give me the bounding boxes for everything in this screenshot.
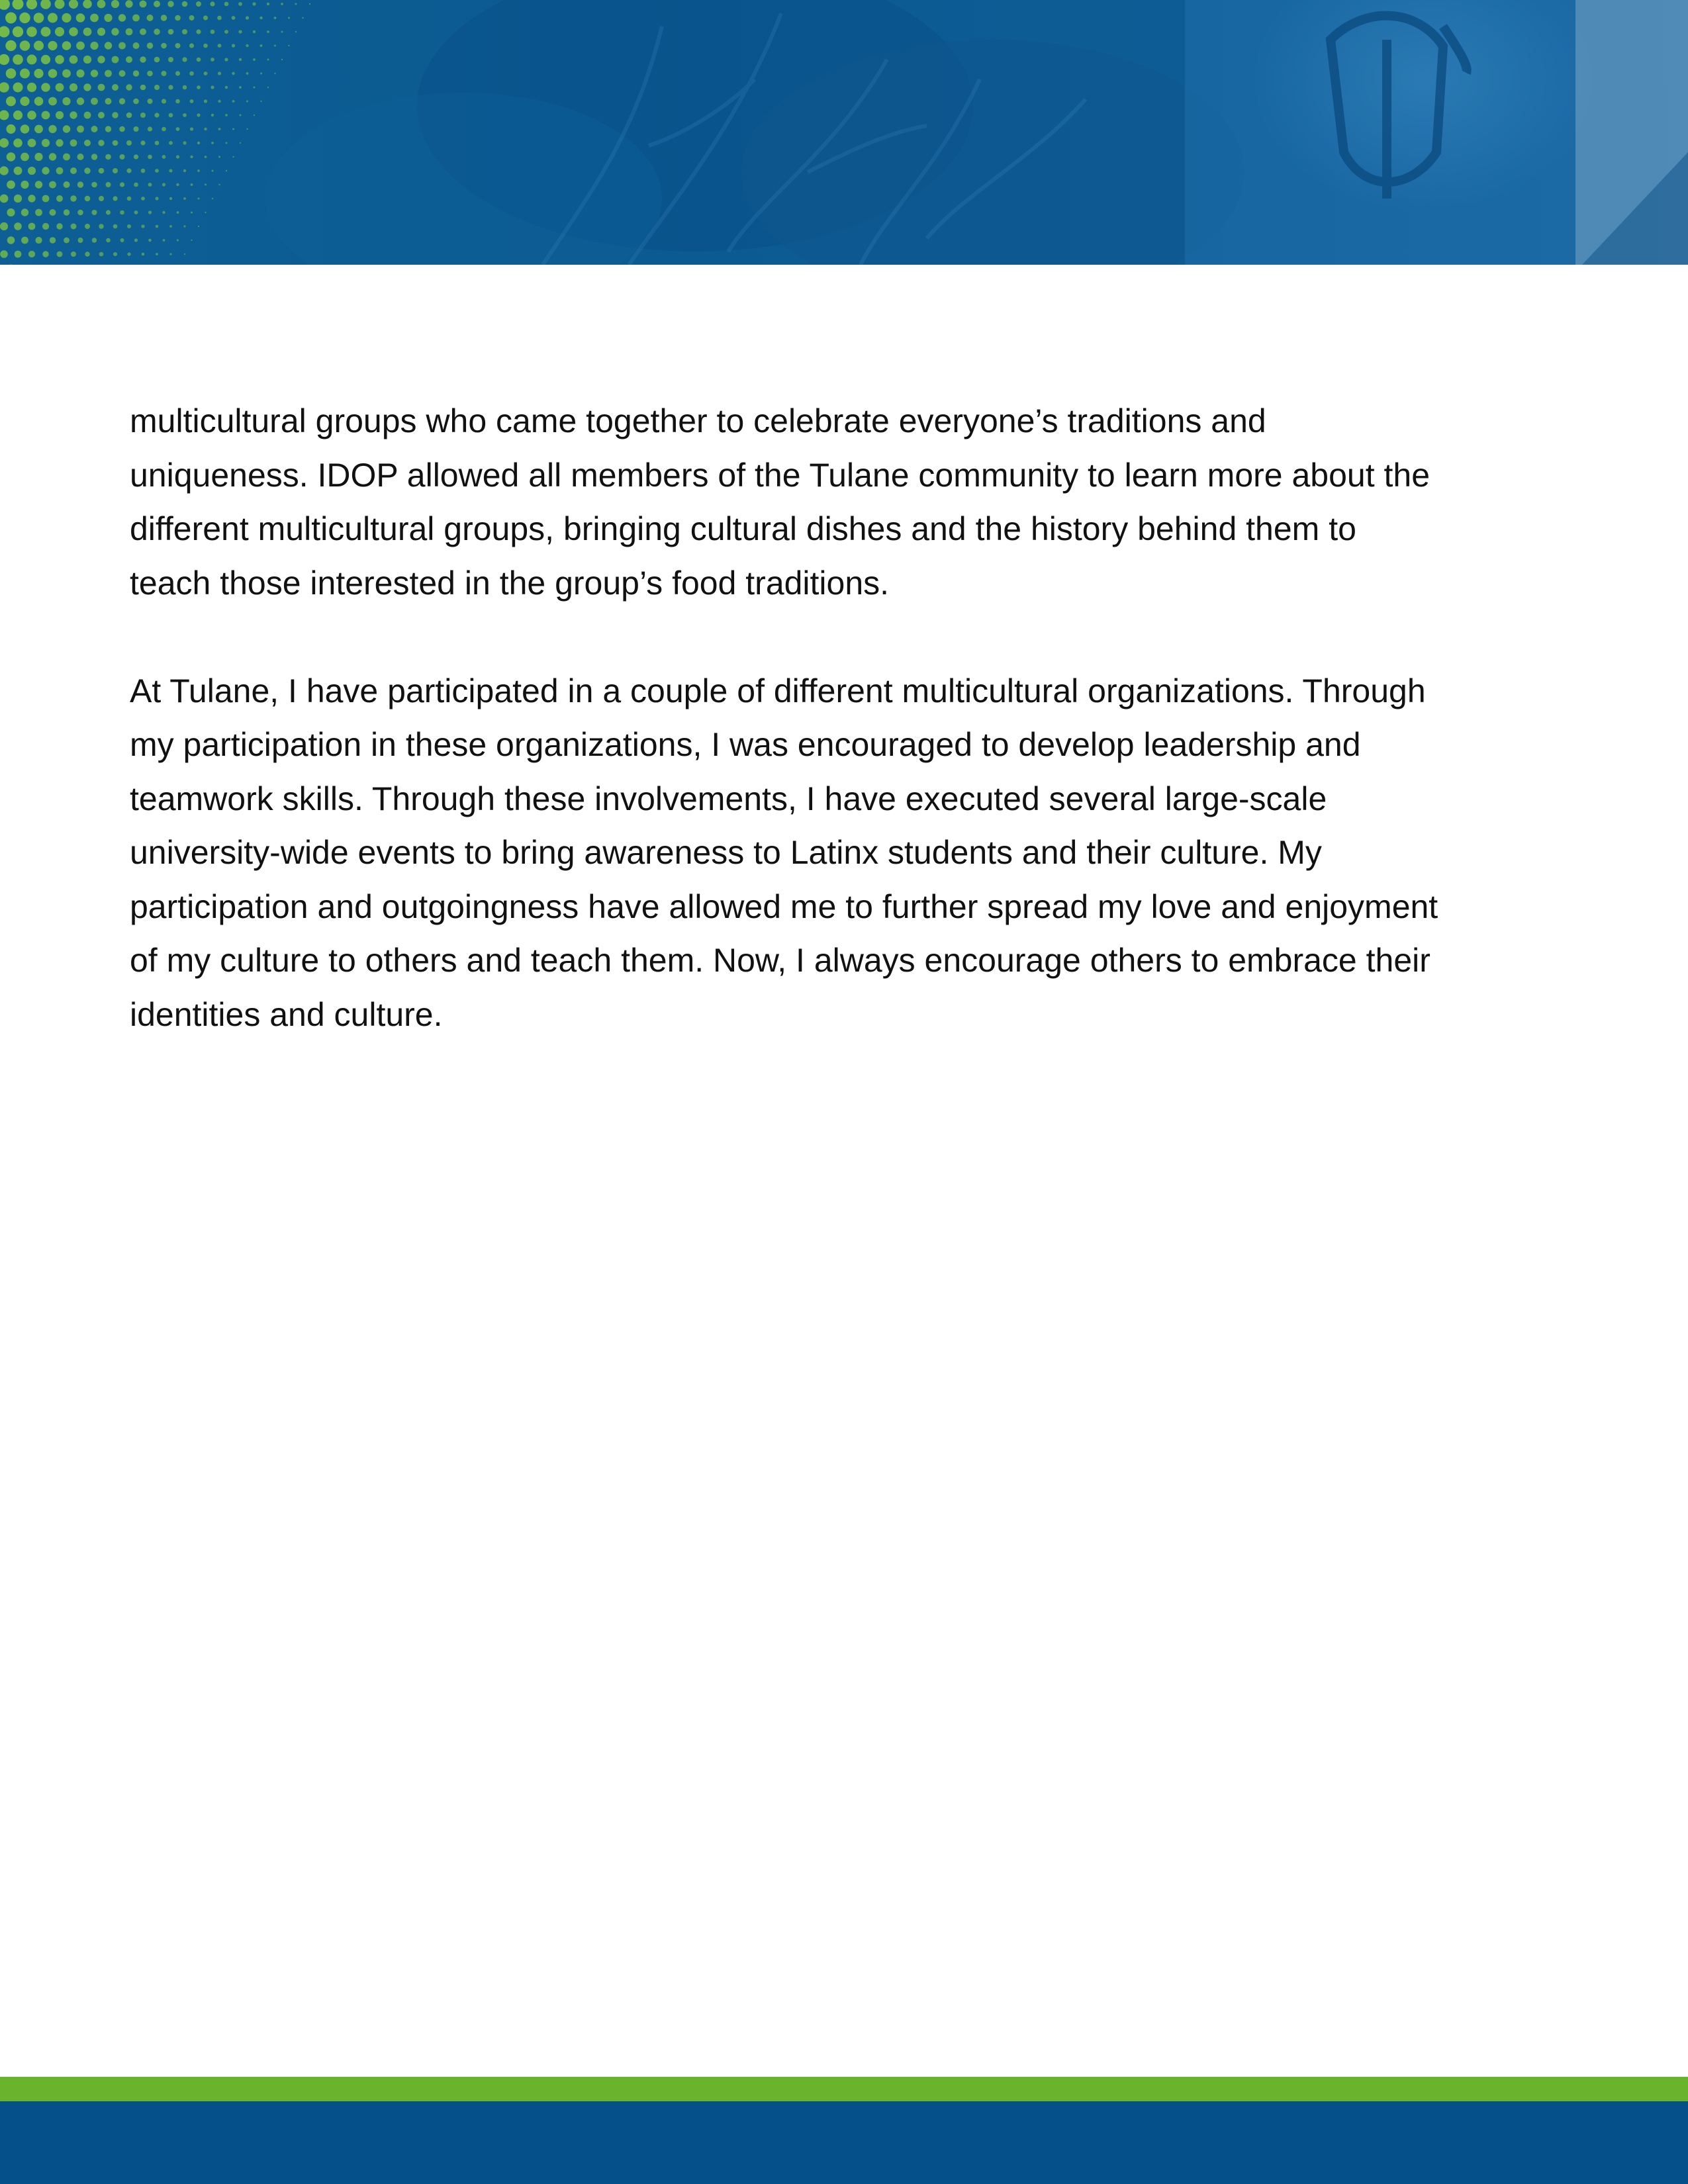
- paragraph-2-line: participation and outgoingness have allowed me to further spread my love and enjoyment: [130, 887, 1438, 925]
- paragraph-2-line: university-wide events to bring awareness to Latinx students and their culture. My: [130, 834, 1322, 871]
- footer-green-stripe: [0, 2077, 1688, 2101]
- paragraph-1-line: uniqueness. IDOP allowed all members of the Tulane community to learn more about the: [130, 456, 1430, 494]
- paragraph-1-line: multicultural groups who came together to celebrate everyone’s traditions and: [130, 402, 1266, 439]
- paragraph-2-line: my participation in these organizations, I was encouraged to develop leadership and: [130, 726, 1361, 763]
- paragraph-1: [130, 394, 1560, 610]
- paragraph-2-line: of my culture to others and teach them. Now, I always encourage others to embrace their: [130, 942, 1430, 979]
- paragraph-2-line: identities and culture.: [130, 995, 443, 1033]
- paragraph-1-line: different multicultural groups, bringing cultural dishes and the history behind them to: [130, 510, 1356, 547]
- body-text: [130, 394, 1560, 1042]
- paragraph-spacer: [130, 610, 1560, 664]
- paragraph-2: [130, 664, 1560, 1042]
- paragraph-2-line: teamwork skills. Through these involvements, I have executed several large-scale: [130, 780, 1327, 817]
- footer-blue-bar: [0, 2101, 1688, 2184]
- halftone-dots: [0, 0, 310, 265]
- paragraph-2-line: At Tulane, I have participated in a couple of different multicultural organizations. Through: [130, 672, 1426, 709]
- paragraph-1-line: teach those interested in the group’s food traditions.: [130, 564, 890, 602]
- header-banner: [0, 0, 1688, 265]
- header-photo-graphic: [0, 0, 1688, 265]
